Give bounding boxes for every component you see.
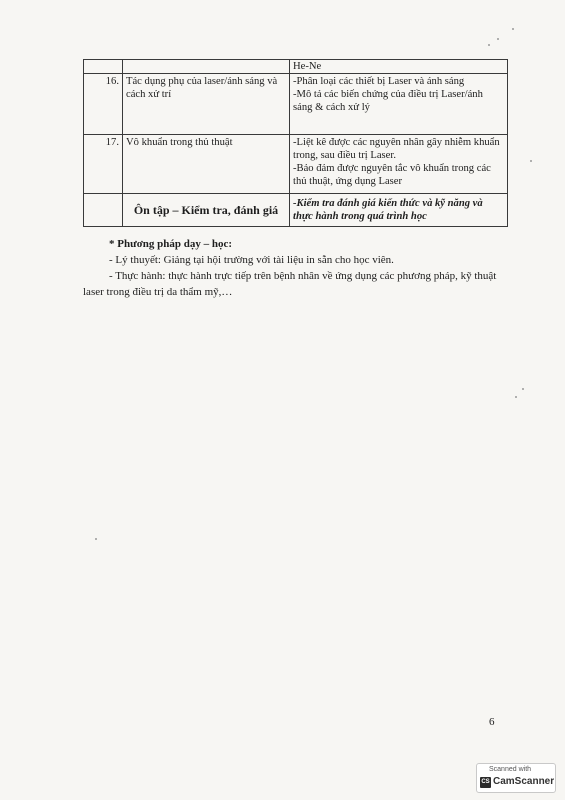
topic-cell: Tác dụng phụ của laser/ánh sáng và cách xử trí — [123, 74, 290, 135]
table-row — [84, 60, 508, 74]
content-cell — [290, 135, 508, 194]
review-content-cell: -Kiểm tra đánh giá kiến thức và kỹ năng và thực hành trong quá trình học — [290, 194, 508, 227]
row-number-cell — [84, 194, 123, 227]
methods-heading: * Phương pháp dạy – học: — [109, 238, 233, 250]
page-number: 6 — [489, 716, 495, 728]
review-topic-cell: Ôn tập – Kiểm tra, đánh giá — [123, 194, 290, 227]
scan-speck — [515, 396, 517, 398]
table-row — [84, 74, 508, 135]
topic-cell — [123, 60, 290, 74]
content-line: -Bảo đảm được nguyên tắc vô khuẩn trong các thủ thuật, ứng dụng Laser — [293, 163, 491, 187]
table-row — [84, 135, 508, 194]
content-line: -Liệt kê được các nguyên nhân gây nhiễm khuẩn trong, sau điều trị Laser. — [293, 137, 500, 161]
scan-speck — [512, 28, 514, 30]
scan-speck — [488, 44, 490, 46]
row-number-cell: 17. — [84, 135, 123, 194]
teaching-methods-section — [83, 236, 513, 300]
scanned-with-text: Scanned with — [489, 766, 532, 773]
camscanner-logo-icon: CS — [480, 777, 491, 788]
camscanner-brand-text: CamScanner — [493, 776, 555, 787]
content-line: -Mô tả các biến chứng của điều trị Laser/ánh sáng & cách xử lý — [293, 89, 483, 113]
content-cell: He-Ne — [290, 60, 508, 74]
scan-speck — [522, 388, 524, 390]
syllabus-table — [83, 59, 508, 227]
practice-paragraph: - Thực hành: thực hành trực tiếp trên bệnh nhân về ứng dụng các phương pháp, kỹ thuật laser trong điều trị da thẩm mỹ,… — [83, 270, 497, 298]
table-row-review — [84, 194, 508, 227]
topic-cell: Vô khuẩn trong thủ thuật — [123, 135, 290, 194]
theory-paragraph: - Lý thuyết: Giảng tại hội trường với tài liệu in sẵn cho học viên. — [109, 254, 394, 266]
scan-speck — [497, 38, 499, 40]
camscanner-badge — [476, 763, 556, 793]
content-line: -Phân loại các thiết bị Laser và ánh sáng — [293, 76, 465, 87]
content-cell — [290, 74, 508, 135]
row-number-cell: 16. — [84, 74, 123, 135]
row-number-cell — [84, 60, 123, 74]
scan-speck — [95, 538, 97, 540]
scan-speck — [530, 160, 532, 162]
